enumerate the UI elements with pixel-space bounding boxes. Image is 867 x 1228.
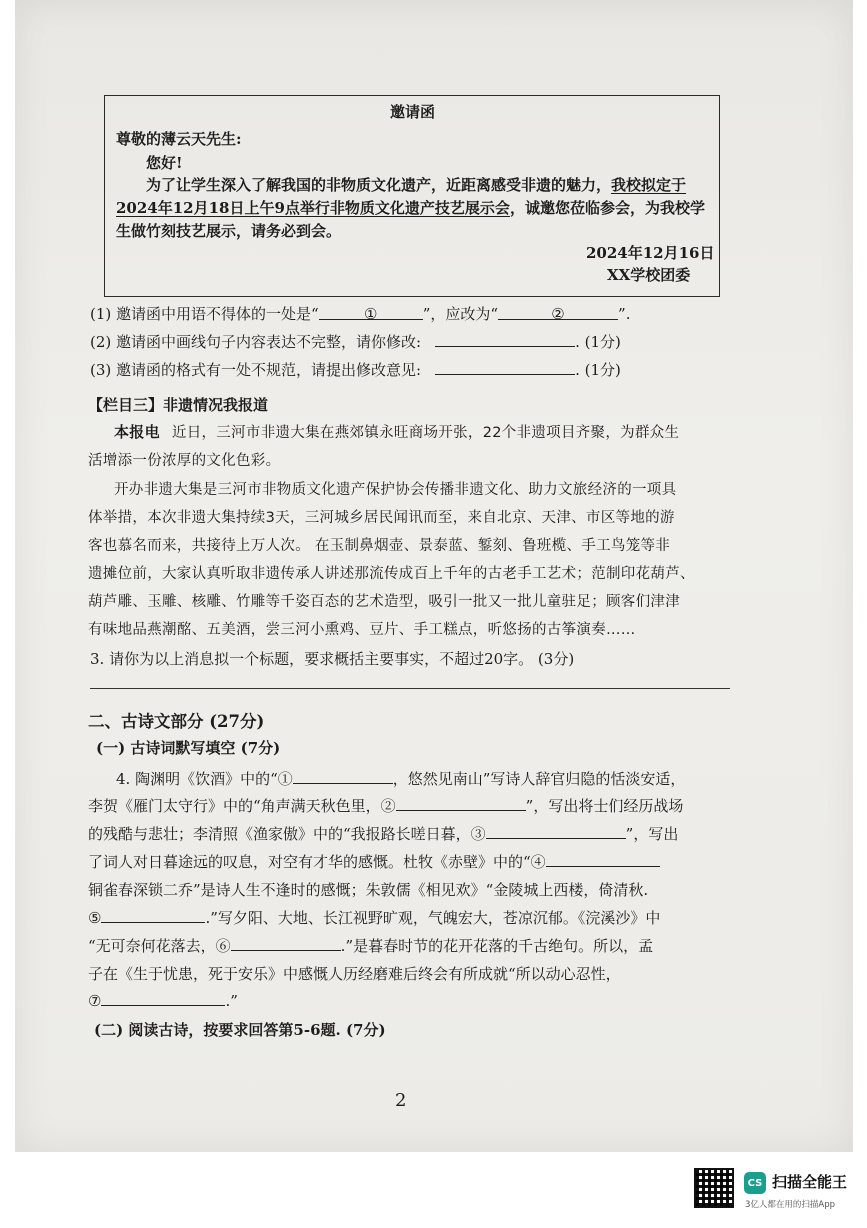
body-line2-underlined: 2024年12月18日上午9点举行非物质文化遗产技艺展示会 [116,199,510,217]
q4-l1-b: ，悠然见南山”写诗人辞官归隐的恬淡安适， [392,770,686,788]
blank-2[interactable] [396,796,526,811]
column3-heading: 【栏目三】非遗情况我报道 [88,396,269,414]
news-paragraph1-line2: 活增添一份浓厚的文化色彩。 [88,453,281,469]
question-2 [90,331,621,352]
q4-line3 [88,823,678,844]
news-p2-line1: 开办非遗大集是三河市非物质文化遗产保护协会传播非遗文化、助力文旅经济的一项具 [114,482,677,498]
invitation-body-line2 [116,197,705,218]
blank-5[interactable] [101,908,205,923]
question-1 [90,303,630,324]
body-line1-underlined: 我校拟定于 [611,176,687,194]
q4-line6 [88,907,660,928]
q3-answer-blank[interactable] [435,360,575,375]
q4-l9-b: .” [225,992,238,1010]
blank-3[interactable] [486,824,626,839]
q4-l2-a: 李贺《雁门太守行》中的“角声满天秋色里，② [88,797,396,815]
q2-text: (2) 邀请函中画线句子内容表达不完整，请你修改: [90,333,422,351]
brand-name: 扫描全能王 [772,1173,848,1191]
invitation-body-line1 [146,174,686,195]
q4-line2 [88,795,683,816]
blank-6[interactable] [231,936,341,951]
blank-1[interactable] [293,769,393,784]
news-p2-line5: 葫芦雕、玉雕、核雕、竹雕等千姿百态的艺术造型，吸引一批又一批儿童驻足；顾客们津津 [88,594,680,610]
q4-l6-a: ⑤ [88,909,102,927]
p1-line1-text: 近日，三河市非遗大集在燕郊镇永旺商场开张，22个非遗项目齐聚，为群众生 [171,425,680,441]
q1-text-b: ”，应改为“ [422,305,499,323]
q1-text-c: ”. [618,305,631,323]
qr-code-icon [694,1168,734,1208]
q4-l7-a: “无可奈何花落去，⑥ [88,937,231,955]
q4-line5: 铜雀春深锁二乔”是诗人生不逢时的感慨；朱敦儒《相见欢》“金陵城上西楼，倚清秋. [88,881,649,899]
invitation-title: 邀请函 [390,103,436,121]
q4-line4 [88,851,660,872]
q1-blank-2[interactable] [498,305,618,323]
q3-text: (3) 邀请函的格式有一处不规范，请提出修改意见: [90,361,422,379]
blank-4[interactable] [546,852,660,867]
q4-line7 [88,935,653,956]
invitation-salutation: 尊敬的薄云天先生: [116,130,242,148]
page-number: 2 [395,1090,407,1111]
invitation-date: 2024年12月16日 [586,244,715,262]
news-p2-line6: 有味地品燕潮酩、五美酒，尝三河小熏鸡、豆片、手工糕点，听悠扬的古筝演奏…… [88,622,636,638]
q4-l1-a: 4. 陶渊明《饮酒》中的“① [116,770,293,788]
q1-mark-2: ② [551,305,565,323]
q1-mark-1: ① [363,305,378,323]
q4-l3-b: ”，写出 [625,825,679,843]
q4-l7-b: .”是暮春时节的花开花落的千古绝句。所以，孟 [340,937,654,955]
invitation-body-line3: 生做竹刻技艺展示，请务必到会。 [116,222,342,240]
question-3-title: 3. 请你为以上消息拟一个标题，要求概括主要事实，不超过20字。 (3分) [90,650,575,668]
news-p2-line4: 遗摊位前，大家认真听取非遗传承人讲述那流传成百上千年的古老手工艺术；范制印花葫芦、 [88,566,695,582]
section2-sub2: (二) 阅读古诗，按要求回答第5-6题. (7分) [94,1021,386,1039]
q4-l4-a: 了词人对日暮途远的叹息，对空有才华的感慨。杜牧《赤壁》中的“④ [88,853,546,871]
answer-line[interactable] [90,688,730,689]
q1-text-a: (1) 邀请函中用语不得体的一处是“ [90,305,319,323]
body-line1-plain: 为了让学生深入了解我国的非物质文化遗产，近距离感受非遗的魅力， [146,176,612,194]
section2-heading: 二、古诗文部分 (27分) [88,712,265,731]
section2-sub1: (一) 古诗词默写填空 (7分) [96,739,281,757]
q1-blank-1[interactable] [319,305,423,323]
blank-7[interactable] [101,991,225,1006]
invitation-greeting: 您好! [146,154,183,172]
q4-l9-a: ⑦ [88,992,102,1010]
q4-line8: 子在《生于忧患，死于安乐》中感慨人历经磨难后终会有所成就“所以动心忍性， [88,965,621,983]
brand-tagline: 3亿人都在用的扫描App [745,1200,836,1210]
q4-line9 [88,991,238,1010]
news-p2-line3: 客也慕名而来，共接待上万人次。 在玉制鼻烟壶、景泰蓝、錾刻、鲁班榄、手工鸟笼等非 [88,538,671,554]
invitation-signer: XX学校团委 [607,266,691,284]
news-paragraph1-line1 [114,421,679,442]
news-p2-line2: 体举措，本次非遗大集持续3天，三河城乡居民闻讯而至，来自北京、天津、市区等地的游 [88,510,675,526]
cs-logo-icon: CS [744,1172,766,1194]
q2-answer-blank[interactable] [435,332,575,347]
q4-l3-a: 的残酷与悲壮；李清照《渔家傲》中的“我报路长嗟日暮，③ [88,825,486,843]
body-line2-plain: ，诚邀您莅临参会，为我校学 [509,199,705,217]
q4-l2-b: ”，写出将士们经历战场 [525,797,684,815]
q4-line1 [116,768,685,789]
q3-score: . (1分) [575,361,621,379]
news-lead-label: 本报电 [114,423,160,441]
q4-l6-b: .”写夕阳、大地、长江视野旷观，气魄宏大，苍凉沉郁。《浣溪沙》中 [205,909,661,927]
q2-score: . (1分) [575,333,621,351]
question-3 [90,359,621,380]
